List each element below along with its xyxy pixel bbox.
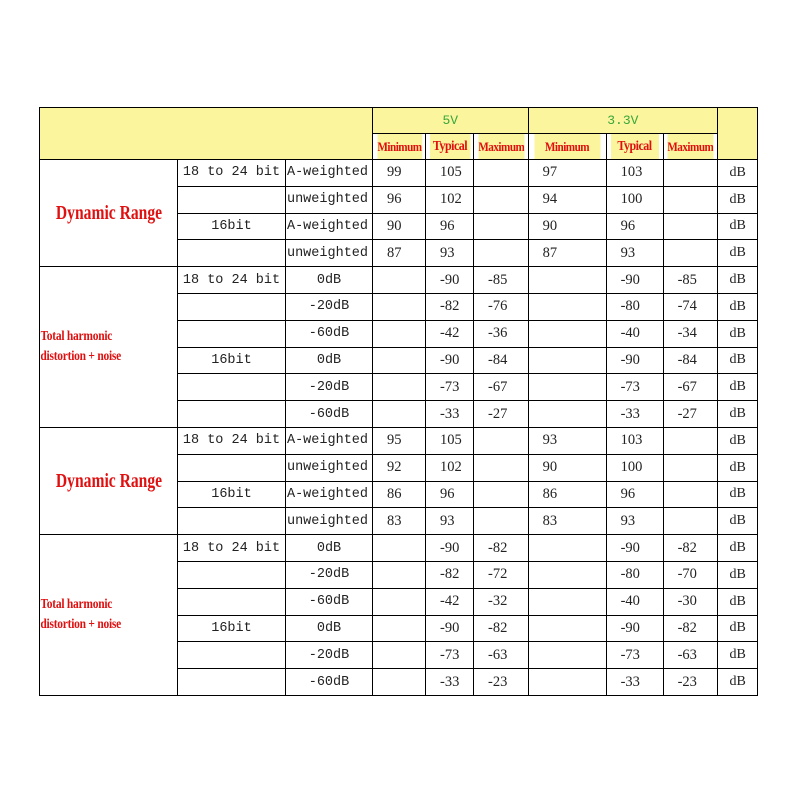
bit-depth-cell [178, 320, 286, 347]
value-5v-typ: -90 [426, 535, 474, 562]
condition-cell: 0dB [286, 615, 373, 642]
value-5v-min [373, 320, 426, 347]
value-5v-min [373, 374, 426, 401]
value-5v-min [373, 615, 426, 642]
value-3v3-min [528, 374, 606, 401]
bit-depth-cell [178, 374, 286, 401]
col-typical-5v: Typical [429, 134, 470, 160]
value-5v-typ: -90 [426, 267, 474, 294]
condition-cell: A-weighted [286, 481, 373, 508]
value-3v3-typ: -40 [606, 320, 663, 347]
value-3v3-typ: 96 [606, 481, 663, 508]
unit-cell: dB [718, 213, 758, 240]
value-5v-typ: -33 [426, 401, 474, 428]
value-3v3-typ: 103 [606, 160, 663, 187]
value-3v3-typ: -90 [606, 267, 663, 294]
value-5v-max: -23 [474, 669, 529, 696]
header-row-supply [40, 108, 758, 134]
value-3v3-min [528, 320, 606, 347]
value-3v3-min: 86 [528, 481, 606, 508]
value-5v-min [373, 588, 426, 615]
value-3v3-max: -82 [663, 535, 718, 562]
bit-depth-cell: 16bit [178, 213, 286, 240]
unit-cell: dB [718, 374, 758, 401]
value-5v-typ: -33 [426, 669, 474, 696]
unit-cell: dB [718, 267, 758, 294]
value-5v-min [373, 347, 426, 374]
value-3v3-typ: 100 [606, 454, 663, 481]
value-3v3-typ: 93 [606, 508, 663, 535]
value-5v-typ: 93 [426, 240, 474, 267]
group-label-thd-noise: Total harmonic distortion + noise [40, 267, 153, 428]
unit-cell: dB [718, 535, 758, 562]
value-3v3-min [528, 642, 606, 669]
value-5v-min: 83 [373, 508, 426, 535]
value-5v-max: -84 [474, 347, 529, 374]
condition-cell: -20dB [286, 293, 373, 320]
spec-table [39, 107, 758, 696]
condition-cell: unweighted [286, 508, 373, 535]
value-5v-min: 87 [373, 240, 426, 267]
condition-cell: -20dB [286, 642, 373, 669]
condition-cell: -20dB [286, 561, 373, 588]
bit-depth-cell [178, 561, 286, 588]
value-3v3-min [528, 267, 606, 294]
header-blank-cell [40, 108, 373, 160]
unit-cell: dB [718, 642, 758, 669]
value-3v3-typ: -40 [606, 588, 663, 615]
bit-depth-cell: 16bit [178, 615, 286, 642]
value-3v3-typ: 93 [606, 240, 663, 267]
value-3v3-min [528, 293, 606, 320]
bit-depth-cell: 16bit [178, 481, 286, 508]
bit-depth-cell: 18 to 24 bit [178, 427, 286, 454]
unit-cell: dB [718, 160, 758, 187]
unit-cell: dB [718, 454, 758, 481]
value-3v3-min [528, 535, 606, 562]
value-5v-max: -72 [474, 561, 529, 588]
supply-5v-header: 5V [373, 108, 529, 134]
value-5v-min [373, 401, 426, 428]
value-3v3-typ: -80 [606, 561, 663, 588]
value-5v-max: -85 [474, 267, 529, 294]
value-3v3-max [663, 160, 718, 187]
value-3v3-typ: -90 [606, 347, 663, 374]
value-5v-typ: 96 [426, 213, 474, 240]
unit-cell: dB [718, 481, 758, 508]
value-3v3-typ: -73 [606, 642, 663, 669]
spec-table-body [40, 108, 758, 696]
value-3v3-min [528, 588, 606, 615]
unit-cell: dB [718, 401, 758, 428]
condition-cell: unweighted [286, 240, 373, 267]
condition-cell: unweighted [286, 454, 373, 481]
value-5v-max [474, 481, 529, 508]
value-5v-max: -76 [474, 293, 529, 320]
bit-depth-cell [178, 642, 286, 669]
unit-cell: dB [718, 293, 758, 320]
value-3v3-min: 87 [528, 240, 606, 267]
value-5v-typ: 105 [426, 160, 474, 187]
value-5v-max: -82 [474, 535, 529, 562]
value-5v-max [474, 186, 529, 213]
unit-cell: dB [718, 588, 758, 615]
value-3v3-max [663, 481, 718, 508]
group-label-thd-noise: Total harmonic distortion + noise [40, 535, 153, 696]
bit-depth-cell [178, 454, 286, 481]
value-3v3-max: -82 [663, 615, 718, 642]
value-3v3-typ: 96 [606, 213, 663, 240]
supply-3v3-header: 3.3V [528, 108, 718, 134]
condition-cell: -60dB [286, 401, 373, 428]
value-5v-min: 90 [373, 213, 426, 240]
value-3v3-min: 97 [528, 160, 606, 187]
value-3v3-max [663, 186, 718, 213]
unit-cell: dB [718, 427, 758, 454]
value-5v-min [373, 535, 426, 562]
value-3v3-typ: -90 [606, 615, 663, 642]
bit-depth-cell [178, 669, 286, 696]
condition-cell: -60dB [286, 588, 373, 615]
value-5v-typ: -42 [426, 588, 474, 615]
bit-depth-cell: 16bit [178, 347, 286, 374]
unit-cell: dB [718, 615, 758, 642]
value-5v-min: 96 [373, 186, 426, 213]
unit-cell: dB [718, 186, 758, 213]
bit-depth-cell [178, 240, 286, 267]
value-3v3-typ: -33 [606, 401, 663, 428]
value-5v-typ: -73 [426, 374, 474, 401]
value-3v3-min [528, 401, 606, 428]
col-minimum-5v: Minimum [376, 134, 422, 160]
value-3v3-typ: 103 [606, 427, 663, 454]
value-3v3-max [663, 240, 718, 267]
unit-cell: dB [718, 561, 758, 588]
value-5v-typ: 102 [426, 454, 474, 481]
condition-cell: -20dB [286, 374, 373, 401]
value-3v3-max: -30 [663, 588, 718, 615]
header-unit-blank [718, 108, 758, 160]
group-label-dynamic-range: Dynamic Range [55, 427, 163, 534]
bit-depth-cell [178, 186, 286, 213]
value-3v3-typ: -80 [606, 293, 663, 320]
condition-cell: A-weighted [286, 213, 373, 240]
value-3v3-typ: -90 [606, 535, 663, 562]
value-3v3-max [663, 427, 718, 454]
col-maximum-3v3: Maximum [667, 134, 714, 160]
unit-cell: dB [718, 240, 758, 267]
bit-depth-cell: 18 to 24 bit [178, 160, 286, 187]
table-row [40, 267, 758, 294]
value-5v-typ: -82 [426, 293, 474, 320]
group-label-dynamic-range: Dynamic Range [55, 160, 163, 267]
value-5v-min [373, 561, 426, 588]
value-3v3-min: 93 [528, 427, 606, 454]
col-maximum-5v: Maximum [477, 134, 524, 160]
value-3v3-min: 94 [528, 186, 606, 213]
value-5v-max: -32 [474, 588, 529, 615]
value-3v3-typ: 100 [606, 186, 663, 213]
value-5v-max: -36 [474, 320, 529, 347]
table-row [40, 427, 758, 454]
value-3v3-max: -85 [663, 267, 718, 294]
value-5v-min [373, 267, 426, 294]
value-5v-typ: -73 [426, 642, 474, 669]
condition-cell: unweighted [286, 186, 373, 213]
table-row [40, 535, 758, 562]
value-3v3-min [528, 347, 606, 374]
value-5v-min [373, 669, 426, 696]
value-3v3-typ: -33 [606, 669, 663, 696]
value-5v-typ: -42 [426, 320, 474, 347]
unit-cell: dB [718, 508, 758, 535]
value-3v3-max: -63 [663, 642, 718, 669]
bit-depth-cell [178, 293, 286, 320]
value-5v-max [474, 427, 529, 454]
value-3v3-typ: -73 [606, 374, 663, 401]
value-3v3-min: 90 [528, 213, 606, 240]
value-3v3-max [663, 213, 718, 240]
condition-cell: A-weighted [286, 160, 373, 187]
value-5v-typ: -90 [426, 615, 474, 642]
value-5v-max: -67 [474, 374, 529, 401]
value-3v3-max: -23 [663, 669, 718, 696]
value-5v-min: 86 [373, 481, 426, 508]
value-5v-min: 92 [373, 454, 426, 481]
condition-cell: -60dB [286, 320, 373, 347]
value-5v-typ: 93 [426, 508, 474, 535]
bit-depth-cell [178, 508, 286, 535]
value-3v3-max: -70 [663, 561, 718, 588]
value-3v3-max [663, 508, 718, 535]
col-typical-3v3: Typical [610, 134, 659, 160]
condition-cell: 0dB [286, 267, 373, 294]
value-5v-min: 99 [373, 160, 426, 187]
value-3v3-max [663, 454, 718, 481]
unit-cell: dB [718, 320, 758, 347]
value-5v-max: -63 [474, 642, 529, 669]
value-5v-typ: 96 [426, 481, 474, 508]
condition-cell: 0dB [286, 535, 373, 562]
value-5v-min: 95 [373, 427, 426, 454]
value-5v-typ: -82 [426, 561, 474, 588]
condition-cell: -60dB [286, 669, 373, 696]
value-5v-typ: 102 [426, 186, 474, 213]
unit-cell: dB [718, 669, 758, 696]
value-3v3-max: -34 [663, 320, 718, 347]
value-3v3-min [528, 669, 606, 696]
value-3v3-max: -74 [663, 293, 718, 320]
bit-depth-cell: 18 to 24 bit [178, 267, 286, 294]
value-5v-max: -27 [474, 401, 529, 428]
value-3v3-min: 90 [528, 454, 606, 481]
value-5v-max [474, 160, 529, 187]
col-minimum-3v3: Minimum [534, 134, 601, 160]
value-5v-min [373, 642, 426, 669]
value-5v-typ: 105 [426, 427, 474, 454]
value-5v-max [474, 240, 529, 267]
value-5v-max [474, 508, 529, 535]
value-3v3-max: -84 [663, 347, 718, 374]
bit-depth-cell [178, 401, 286, 428]
table-row [40, 160, 758, 187]
bit-depth-cell: 18 to 24 bit [178, 535, 286, 562]
condition-cell: 0dB [286, 347, 373, 374]
value-5v-min [373, 293, 426, 320]
value-3v3-min [528, 561, 606, 588]
value-5v-max [474, 454, 529, 481]
condition-cell: A-weighted [286, 427, 373, 454]
value-3v3-max: -27 [663, 401, 718, 428]
bit-depth-cell [178, 588, 286, 615]
value-3v3-min [528, 615, 606, 642]
value-5v-typ: -90 [426, 347, 474, 374]
value-5v-max [474, 213, 529, 240]
value-3v3-max: -67 [663, 374, 718, 401]
unit-cell: dB [718, 347, 758, 374]
value-3v3-min: 83 [528, 508, 606, 535]
value-5v-max: -82 [474, 615, 529, 642]
